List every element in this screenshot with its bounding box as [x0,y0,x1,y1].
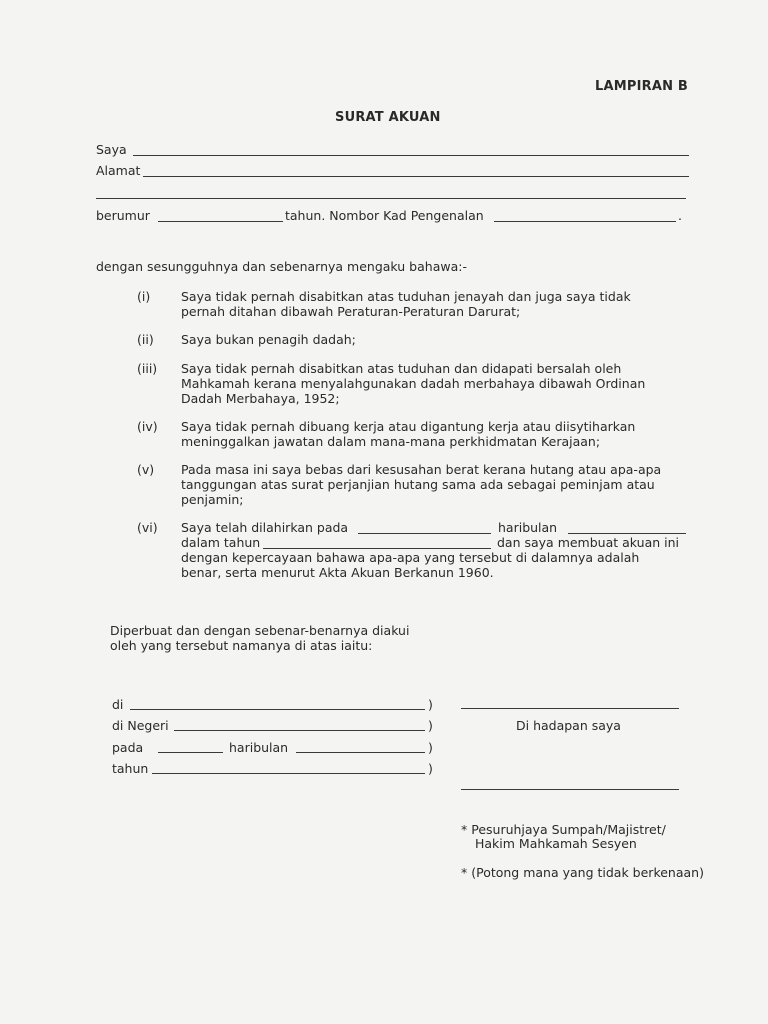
saya-label: Saya [96,142,127,157]
item-line: Mahkamah kerana menyalahgunakan dadah merbahaya dibawah Ordinan [181,376,646,391]
item-number: (ii) [137,332,154,347]
item-text [181,289,686,319]
commissioner-title-1: * Pesuruhjaya Sumpah/Majistret/ [461,822,666,837]
commissioner-title-2: Hakim Mahkamah Sesyen [475,836,637,851]
age-field-line[interactable] [158,221,283,222]
birth-month-field-line[interactable] [568,533,686,534]
bracket: ) [428,718,433,733]
di-label: di [112,697,124,712]
declarant-signature-line[interactable] [461,708,679,709]
closing-line-2: oleh yang tersebut namanya di atas iaitu: [110,638,373,653]
born-label: Saya telah dilahirkan pada [181,520,349,535]
item-text [181,361,686,406]
intro-statement: dengan sesungguhnya dan sebenarnya mengaku bahawa:- [96,259,467,274]
item-line: Dadah Merbahaya, 1952; [181,391,340,406]
item-line: meninggalkan jawatan dalam mana-mana perkhidmatan Kerajaan; [181,434,601,449]
item-text [181,332,686,347]
item-line: pernah ditahan dibawah Peraturan-Peraturan Darurat; [181,304,521,319]
item-text [181,462,686,507]
document-title: SURAT AKUAN [335,110,441,125]
item-number: (vi) [137,520,158,535]
bracket: ) [428,697,433,712]
item-line: Saya tidak pernah disabitkan atas tuduhan jenayah dan juga saya tidak [181,289,631,304]
state-field-line[interactable] [174,730,425,731]
sign-day-field-line[interactable] [158,752,223,753]
item-text [181,419,686,449]
bracket: ) [428,740,433,755]
alamat-label: Alamat [96,163,141,178]
item-number: (iii) [137,361,158,376]
negeri-label: di Negeri [112,718,169,733]
dalam-tahun-label: dalam tahun [181,535,261,550]
address-field-line[interactable] [143,176,689,177]
item-number: (iv) [137,419,158,434]
sign-month-field-line[interactable] [296,752,425,753]
berumur-label: berumur [96,208,150,223]
item-line: Saya tidak pernah disabitkan atas tuduhan dan didapati bersalah oleh [181,361,622,376]
item-line: Pada masa ini saya bebas dari kesusahan berat kerana hutang atau apa-apa [181,462,662,477]
haribulan-sign-label: haribulan [229,740,289,755]
hadapan-saya-label: Di hadapan saya [516,718,621,733]
birth-day-field-line[interactable] [358,533,491,534]
item-line: benar, serta menurut Akta Akuan Berkanun 1960. [181,565,494,580]
pada-label: pada [112,740,144,755]
appendix-label: LAMPIRAN B [595,79,689,94]
item-line: Saya bukan penagih dadah; [181,332,356,347]
bracket: ) [428,761,433,776]
birth-year-field-line[interactable] [263,548,491,549]
place-field-line[interactable] [130,709,425,710]
strike-note: * (Potong mana yang tidak berkenaan) [461,865,704,880]
item-vi-text [181,550,686,580]
sign-year-field-line[interactable] [152,773,425,774]
tahun-label: tahun [112,761,149,776]
item-number: (v) [137,462,155,477]
name-field-line[interactable] [133,155,689,156]
item-line: Saya tidak pernah dibuang kerja atau digantung kerja atau diisytiharkan [181,419,636,434]
ic-number-field-line[interactable] [494,221,676,222]
commissioner-signature-line[interactable] [461,789,679,790]
item-number: (i) [137,289,151,304]
closing-line-1: Diperbuat dan dengan sebenar-benarnya diakui [110,623,410,638]
item-line: penjamin; [181,492,244,507]
address-field-line-2[interactable] [96,198,686,199]
membuat-akuan-label: dan saya membuat akuan ini [497,535,679,550]
end-dot: . [678,208,682,223]
tahun-ic-label: tahun. Nombor Kad Pengenalan [285,208,484,223]
item-line: tanggungan atas surat perjanjian hutang sama ada sebagai peminjam atau [181,477,655,492]
item-line: dengan kepercayaan bahawa apa-apa yang tersebut di dalamnya adalah [181,550,640,565]
haribulan-label: haribulan [498,520,558,535]
